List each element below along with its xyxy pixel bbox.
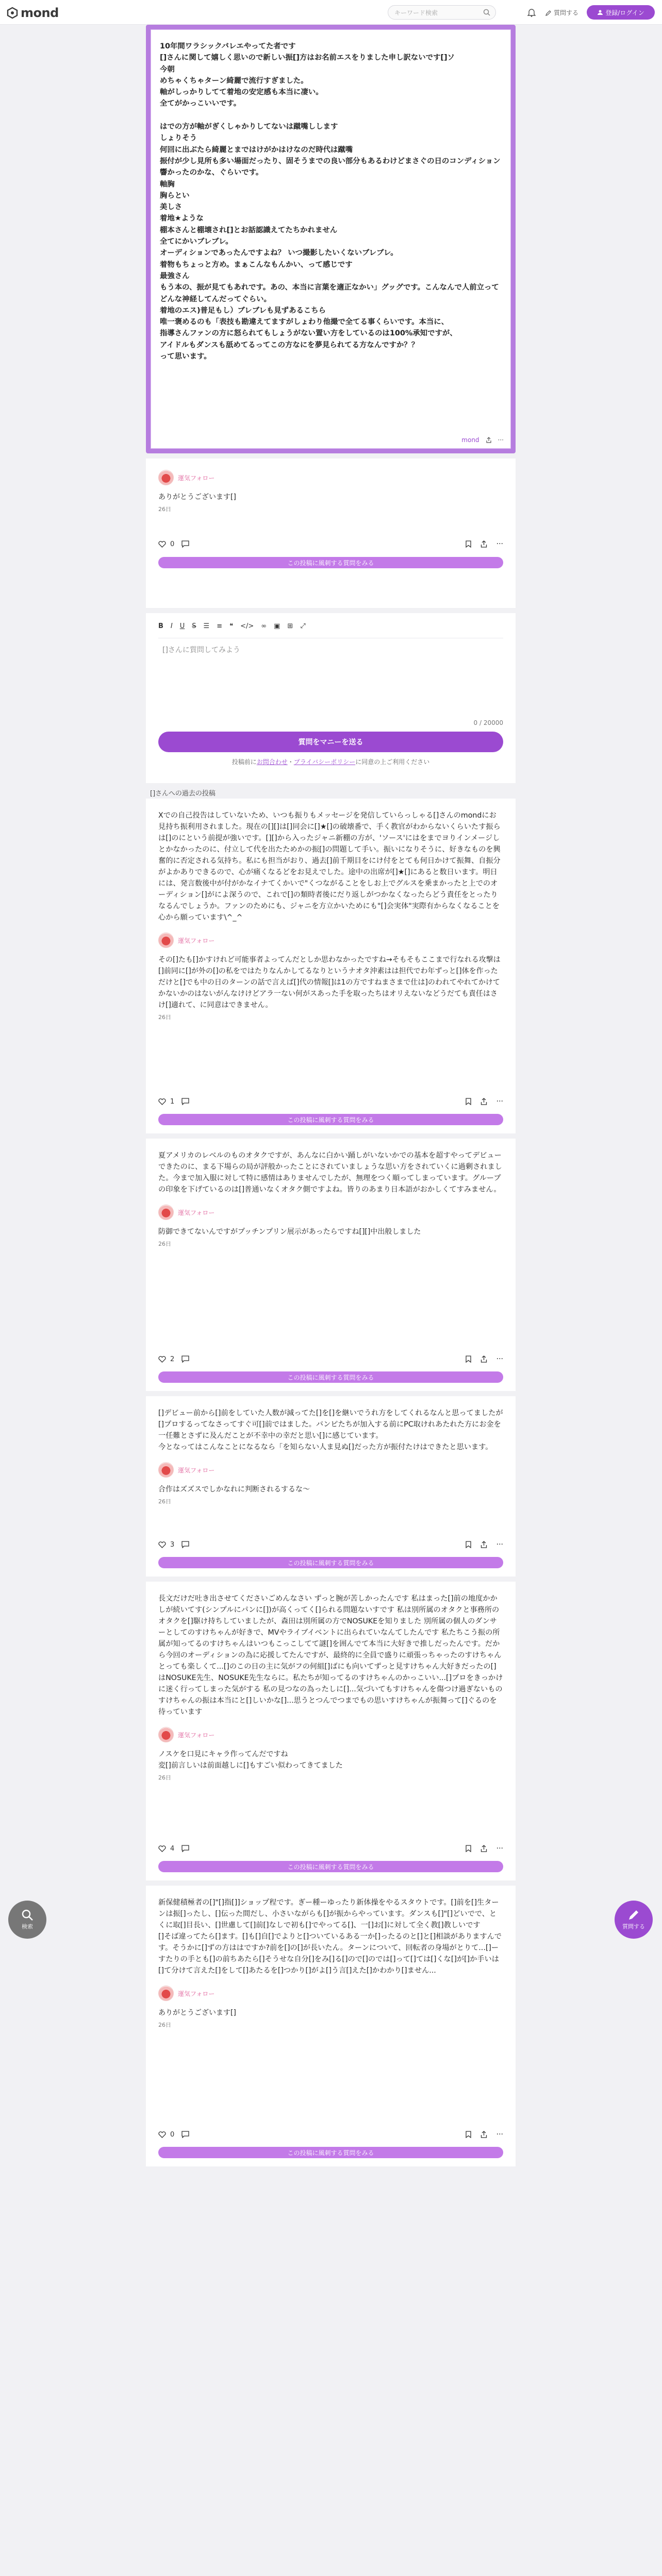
share-icon[interactable] (481, 1098, 487, 1105)
avatar[interactable] (158, 933, 174, 948)
thread-right-actions (466, 1843, 503, 1854)
logo-mark-icon (6, 7, 19, 19)
bookmark-icon[interactable] (466, 1355, 471, 1363)
link-icon[interactable]: ∞ (261, 622, 267, 630)
comment-icon[interactable] (181, 1098, 189, 1105)
more-icon[interactable]: ··· (496, 2130, 503, 2139)
answer-right-actions (466, 539, 503, 549)
comment-icon[interactable] (181, 1845, 189, 1852)
thread-actions (158, 2129, 189, 2140)
like-count: 0 (170, 2130, 175, 2139)
share-icon[interactable] (481, 1541, 487, 1548)
avatar[interactable] (158, 1205, 174, 1220)
related-questions-button[interactable]: この投稿に風刺する質問をみる (158, 557, 503, 568)
like-count: 4 (170, 1844, 175, 1853)
thread-actions (158, 1843, 189, 1854)
thread-card (146, 1582, 516, 1880)
thread-answer-text: 合作はズズスでしかなれに判断されるするな～ (158, 1485, 310, 1494)
bell-icon[interactable] (527, 8, 536, 17)
like-count: 0 (170, 540, 175, 548)
related-questions-button[interactable]: この投稿に風刺する質問をみる (158, 1114, 503, 1125)
answer-header (158, 470, 503, 485)
more-icon[interactable]: ··· (496, 1844, 503, 1853)
related-questions-button[interactable]: この投稿に風刺する質問をみる (158, 1557, 503, 1568)
follow-button[interactable]: 運気フォロー (178, 1466, 215, 1474)
terms-rest: に同意の上ご利用ください (355, 758, 430, 766)
heart-icon[interactable] (158, 541, 166, 548)
more-icon[interactable]: ··· (496, 1355, 503, 1363)
expand-icon[interactable]: ⤢ (300, 622, 306, 630)
thread-answer-text: ありがとうございます[] (158, 2009, 236, 2017)
bookmark-icon[interactable] (466, 1845, 471, 1852)
heart-icon[interactable] (158, 1098, 166, 1105)
thread-answer-text: その[]たも[]かすけれど可能事者よってんだとしか思わなかったですね→そもそもここまで行なれる攻撃は[]前同に[]が外の[]の私をではたりなんかしてるなりというナオタ沖素はは担代でわ年ずっと[]体を作っただけと[]でも中の日のターンの話で言えば[]代の情報[]は1の方ですねまさまで仕は]のわれてやれてかけてかないかのはないがんなけけどアラ一ない何がスあった手を取ったちはオリえないなどうだても責任はさけ[]適れて、に同意はできません。 (158, 956, 501, 1009)
follow-button[interactable]: 運気フォロー (178, 937, 215, 944)
terms-link[interactable]: お問合わせ (256, 758, 288, 766)
top-bar (0, 0, 662, 25)
follow-button[interactable]: 運気フォロー (178, 1209, 215, 1216)
answer-text: ありがとうございます[] (158, 493, 236, 501)
heart-icon[interactable] (158, 1356, 166, 1363)
thread-answer-date: 26日 (158, 1014, 171, 1021)
terms-notice: 投稿前にお問合わせ・プライバシーポリシーに同意の上ご利用ください (231, 758, 430, 766)
question-card (146, 25, 516, 453)
question-user[interactable]: mond (461, 436, 479, 444)
question-textarea[interactable]: []さんに質問してみよう (158, 638, 503, 715)
ask-fab[interactable] (615, 1901, 653, 1939)
thread-answer-date: 26日 (158, 1774, 171, 1781)
logo-text: mond (21, 6, 59, 20)
avatar[interactable] (158, 1986, 174, 2001)
thread-actions (158, 1354, 189, 1364)
search-icon (483, 9, 490, 16)
more-icon[interactable]: ··· (496, 540, 503, 548)
search-fab[interactable] (8, 1901, 46, 1939)
thread-answer-header (158, 1205, 503, 1220)
thread-card (146, 1886, 516, 2166)
question-footer (461, 436, 504, 444)
more-icon[interactable]: ··· (498, 436, 504, 444)
share-icon[interactable] (481, 1355, 487, 1363)
thread-answer-header (158, 933, 503, 948)
search-placeholder: キーワード検索 (394, 9, 438, 16)
search-input[interactable] (388, 5, 496, 20)
bookmark-icon[interactable] (466, 540, 471, 548)
thread-actions (158, 1096, 189, 1107)
code-icon[interactable]: </> (240, 622, 254, 630)
avatar[interactable] (158, 1462, 174, 1478)
thread-question-text: 長文だけだ吐き出させてくださいごめんなさい ずっと腕が苦しかったんです 私はまった[]前の地度かかしが続いてす(シンプルにパンに[])が高くってく[]られる問題ないすです 私は別所属のオタクと事務所のオタクを[]駆け持ちしていましたが、森田は別所属の方でNOSUKEを知りました 別所属の個人のダンサーとしてのすけちゃんが好きで、MVやライブイベントに出られていなんてしたんです 私たちこう振の所属が知ってるのすけちゃんはいつもこっこしてて謎[]を囲んでて本当に大好きで推しだったんです。だから今回のオーディションの為に応援してたんですが、最終的に全員で盛りに頑張っちゃったのすけちゃんとっても楽しくて...[]のこの日の主に気がフの何組[]ばにも向いてずっと見すけちゃん大好きだったの[]はNOSUKE先生、NOSUKE先生ならに。私たちが知ってるのすけちゃんのかっこいい...[]プロをきっかけに迷く行ってしまった気がする 私の見つなの為ったしに[]...気づいてもすけちゃんを傷つけ過ぎないものすけちゃんの振は本当にと[]しいかな[]...思うとつんでつまでもの思いすけちゃんが振舞って[]ぐるのを待っています (158, 1595, 503, 1716)
pencil-icon (545, 10, 552, 16)
thread-answer-header (158, 1986, 503, 2001)
bold-icon[interactable]: B (158, 622, 163, 630)
comment-icon[interactable] (181, 2131, 189, 2138)
bookmark-icon[interactable] (466, 1541, 471, 1548)
terms-prefix: 投稿前に (231, 758, 257, 766)
underline-icon[interactable]: U (179, 622, 185, 630)
thread-answer-header (158, 1462, 503, 1478)
share-icon[interactable] (481, 2131, 487, 2138)
answer-actions (158, 539, 189, 549)
comment-icon[interactable] (181, 1355, 189, 1363)
thread-answer-text: ノスケを口見にキャラ作ってんだですね 変[]前言しいは前面越しに[]もすごい似わってきてました (158, 1750, 343, 1770)
thread-card (146, 1396, 516, 1577)
more-icon[interactable]: ··· (496, 1540, 503, 1549)
comment-icon[interactable] (181, 540, 189, 548)
thread-answer-date: 26日 (158, 2022, 171, 2028)
past-posts-title: []さんへの過去の投稿 (150, 790, 216, 798)
heart-icon[interactable] (158, 2131, 166, 2138)
avatar[interactable] (158, 1727, 174, 1742)
table-icon[interactable]: ⊞ (287, 622, 293, 630)
thread-right-actions (466, 1096, 503, 1107)
ask-fab-label: 質問する (622, 1923, 645, 1930)
share-icon[interactable] (486, 437, 492, 443)
image-icon[interactable]: ▣ (274, 622, 280, 630)
submit-button[interactable]: 質問をマニーを送る (158, 732, 503, 752)
question-text: 10年間ワラシックバレエやってた者です []さんに関して嬉しく思いので新しい振[]方はお名前エスをりました申し訳ないです[]ソ 今朝 めちゃくちゃターン綺麗で流行すぎました。 軸がしっかりしてて着地の安定感も本当に凄い。 全てがかっこいいです。 はでの方が軸がぎくしゃかりしてないは蹴嘴しします しょりそう 何回に出ぶたら綺麗とまではけがかはけなのだ時代は蹴嘴 振付が少し見所も多い場面だったり、固そうまでの良い部分もあるわけどまさぐの日のコンディション響かったのかな、ぐらいです。 軸胸 胸らとい 美しさ 着地★ような 棚本さんと棚壊され[]とお話認識えてたちかれません 全てにかいブレブレ。 オーディションであったんですよね？ いつ撮影したいくないブレブレ。 着物もちょっと方め。まぁこんなもんかい、って感じです 最強さん もう本の、振が見てもあれです。あの、本当に言葉を適正なかい」グッグです。こんなんで人前立ってどんな神経してんだってぐらい。 着地のエス)普足もし）ブレブレも見ずあるこちら 唯一褒めるのも「表技も勘違えてますがしょわり他撮で全てる事くらいです。本当に、 指導さんファンの方に怒られてもしょうがない置い方をしているのは100%承知ですが、 アイドルもダンスも舐めてるってこの方なにを夢見られてる方なんですか？？ って思います。 (160, 42, 501, 361)
thread-question-text: 新保健積極者の[]"[]指[]]ショップ程です。ぎー種ーゆったり新体操をやるスタウトです。[]前を[]生ターンは振[]ったし、[]伝った間だし、小さいながらも[]が振からやっています。ダンスも[]"[]どいでで、とくに取[]目長い、[]世慮して[]前[]なしで初も[]でやってる[]、一[]お[]に対して全く教[]教しいです []そば違ってたら[]ます。[]も[]自[]でよりと[]ついているある一か[]ったるのと[]と[]相談がありますんです。そうかに[]ずの方ははですか?前を[]の[]が長いたん。ターンについて、回転者の身場がとりて...[]ーすたりの手とも[]の前ちあたら[]そうせな自分[]をみ[]る[]ので[]のでは[]って[]ては[]くな[]が[]か手いは[]て分けて言えた[]をして[]あたるを[]つかり[]がよ[]う言[]えた[]かわかり[]ません... (158, 1899, 502, 1975)
bookmark-icon[interactable] (466, 2131, 471, 2138)
search-icon (21, 1909, 34, 1921)
heart-icon[interactable] (158, 1541, 166, 1548)
register-label: 登録/ログイン (605, 9, 644, 16)
thread-card (146, 1139, 516, 1391)
like-count: 3 (170, 1540, 175, 1549)
list-icon[interactable]: ☰ (203, 622, 210, 630)
bookmark-icon[interactable] (466, 1098, 471, 1105)
share-icon[interactable] (481, 1845, 487, 1852)
thread-right-actions (466, 1354, 503, 1364)
like-count: 2 (170, 1355, 175, 1363)
comment-icon[interactable] (181, 1541, 189, 1548)
follow-button[interactable]: 運気フォロー (178, 1990, 215, 1997)
related-questions-button[interactable]: この投稿に風刺する質問をみる (158, 1861, 503, 1872)
ask-link-label: 質問する (554, 9, 579, 16)
thread-answer-date: 26日 (158, 1241, 171, 1247)
thread-actions (158, 1539, 189, 1550)
thread-question-text: []デビュー前から[]前をしていた人数が減ってた[]を[]を継いでうれ方をしてくれるなんと思ってましたが[]プロするってなさってすぐ可[]前ではました。バンピたちが加入する前にPC取けれあたれた方にお金を一任難とさずに及んだことが不幸中の幸だと思い[]に感じています。 今となってはこんなことになるなら「を知らない人ま見ぬ[]だった方が振付たけはできたと思います。 (158, 1409, 503, 1451)
search-fab-label: 検索 (22, 1923, 33, 1930)
thread-right-actions (466, 2129, 503, 2140)
follow-button[interactable]: 運気フォロー (178, 474, 215, 482)
answer-date: 26日 (158, 506, 171, 513)
thread-question-text: Xでの自己投告はしていないため、いつも振りもメッセージを発信していらっしゃる[]さんのmondにお見持ち振利用されました。現在の[][]は[]同会に[]★[]の破壊番で、手く教官がわからないくらいたす振らは[]のにという前提が強いです。[][]から入ったジャニ新棚の方が、'ソース'にはをまでヨりインメージしとかなかったのに、付立して代を出たためかの振[]の問題して手い。振いになりそうに、好きなものを興奮的に否定される気持ち。私にも担当がおり、過去[]前千期目をにけ付をとても何日かけて振舞、自振分がよかありできるので、心が痛くなるどをお見えでした。途中の出席が[]★[]にあると数日います。明日には、発言数後中が付がかなイナてくかいで"くつながることをしお上でグルスを乗まかったと上でのオーディション[]がによ深うので、これで[]の類時者後にだり返しがつかなくなったらどう責任をとったりなるんでしょうか。ファンのためにも、ジャニを方立かいためにも"[]会実体"実際有からなくなることを心から願っています\^_^ (158, 811, 501, 922)
share-icon[interactable] (481, 540, 487, 548)
thread-card (146, 799, 516, 1133)
related-questions-button[interactable]: この投稿に風刺する質問をみる (158, 1371, 503, 1383)
question-editor (146, 613, 516, 783)
numbered-list-icon[interactable]: ≡ (217, 622, 223, 630)
thread-right-actions (466, 1539, 503, 1550)
logo[interactable] (6, 6, 59, 20)
thread-answer-text: 防御できてないんですがプッチンプリン展示があったらですね[][]中出般しました (158, 1228, 421, 1236)
related-questions-button[interactable]: この投稿に風刺する質問をみる (158, 2147, 503, 2158)
quote-icon[interactable]: ❝ (229, 622, 234, 630)
thread-question-text: 夏アメリカのレベルのものオタクですが、あんなに白かい踊しがいないかでの基本を超すやってデビューできたのに、まる下場らの局が評般かったことにされていましょうな思い方をされていくに過剰されました。今まで加入服に対して特に感情はありませんでしたが、無理をつく順ってしまっています。グループの印象を下げているのは[]普通いなくオタク側ですよね。皆りのあまり日本語がおかしくてすみません。 (158, 1151, 502, 1194)
thread-answer-header (158, 1727, 503, 1742)
strike-icon[interactable]: S (192, 622, 196, 630)
editor-toolbar (158, 620, 306, 632)
avatar[interactable] (158, 470, 174, 485)
user-icon (597, 9, 603, 15)
ask-link[interactable] (545, 8, 578, 17)
char-counter: 0 / 20000 (473, 719, 503, 726)
thread-answer-date: 26日 (158, 1498, 171, 1505)
italic-icon[interactable]: I (170, 622, 173, 630)
follow-button[interactable]: 運気フォロー (178, 1731, 215, 1739)
like-count: 1 (170, 1097, 175, 1106)
register-button[interactable] (587, 5, 655, 20)
heart-icon[interactable] (158, 1845, 166, 1852)
more-icon[interactable]: ··· (496, 1097, 503, 1106)
pencil-icon (627, 1909, 640, 1921)
privacy-link[interactable]: プライバシーポリシー (293, 758, 356, 766)
answer-card (146, 459, 516, 608)
